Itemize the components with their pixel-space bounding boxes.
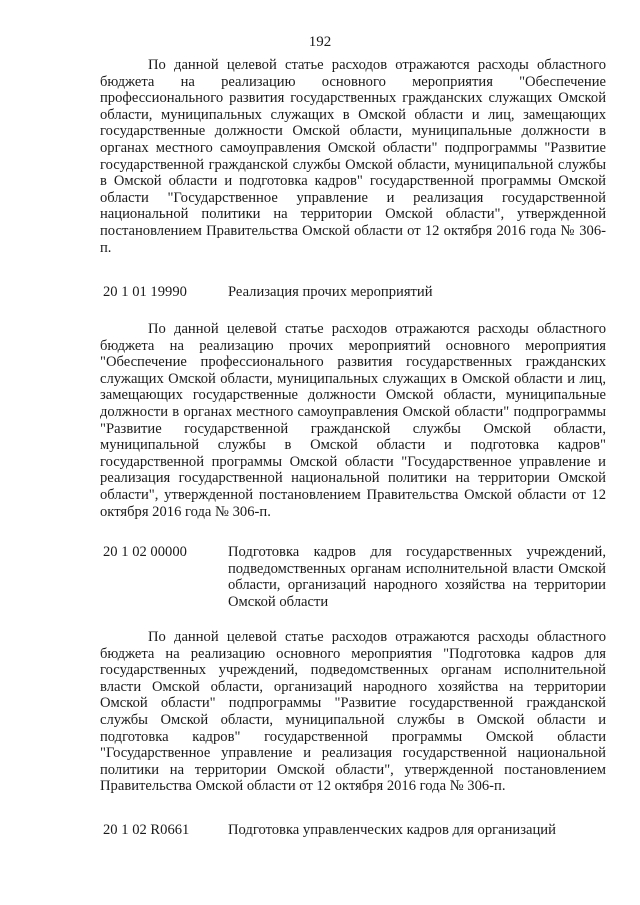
paragraph-expenses-staff-training: По данной целевой статье расходов отражаются расходы областного бюджета на реализацию основного мероприятия "Подготовка кадров для государственных учреждений, подведомственных органам исполнительной власти Омской области, организаций народного хозяйства на территории Омской области" подпрограммы "Развитие государственной гражданской службы Омской области, муниципальной службы в Омской области и подготовка кадров" государственной программы Омской области "Государственное управление и реализация государственной национальной политики на территории Омской области", утвержденной постановлением Правительства Омской области от 12 октября 2016 года № 306-п.: [100, 629, 606, 795]
budget-code-title-other-events: Реализация прочих мероприятий: [228, 284, 433, 300]
budget-code-20-1-02-00000: 20 1 02 00000: [103, 544, 187, 560]
paragraph-expenses-other-events: По данной целевой статье расходов отражаются расходы областного бюджета на реализацию прочих мероприятий основного мероприятия "Обеспечение профессионального развития государственных гражданских служащих Омской области, муниципальных служащих в Омской области и лиц, замещающих государственные должности Омской области, муниципальные должности в органах местного самоуправления Омской области" подпрограммы "Развитие государственной гражданской службы Омской области, муниципальной службы в Омской области и подготовка кадров" государственной программы Омской области "Государственное управление и реализация государственной национальной политики на территории Омской области", утвержденной постановлением Правительства Омской области от 12 октября 2016 года № 306-п.: [100, 321, 606, 520]
budget-code-20-1-02-R0661: 20 1 02 R0661: [103, 822, 190, 838]
budget-code-title-management-training: Подготовка управленческих кадров для организаций: [228, 822, 556, 838]
paragraph-expenses-main-event: По данной целевой статье расходов отражаются расходы областного бюджета на реализацию основного мероприятия "Обеспечение профессионального развития государственных гражданских служащих Омской области, муниципальных служащих в Омской области и лиц, замещающих государственные должности Омской области, муниципальные должности в органах местного самоуправления Омской области" подпрограммы "Развитие государственной гражданской службы Омской области, муниципальной службы в Омской области и подготовка кадров" государственной программы Омской области "Государственное управление и реализация государственной национальной политики на территории Омской области", утвержденной постановлением Правительства Омской области от 12 октября 2016 года № 306-п.: [100, 57, 606, 256]
budget-code-20-1-01-19990: 20 1 01 19990: [103, 284, 187, 300]
budget-code-title-staff-training: Подготовка кадров для государственных учреждений, подведомственных органам исполнительной власти Омской области, организаций народного хозяйства на территории Омской области: [228, 544, 606, 610]
page-number: 192: [308, 34, 332, 50]
